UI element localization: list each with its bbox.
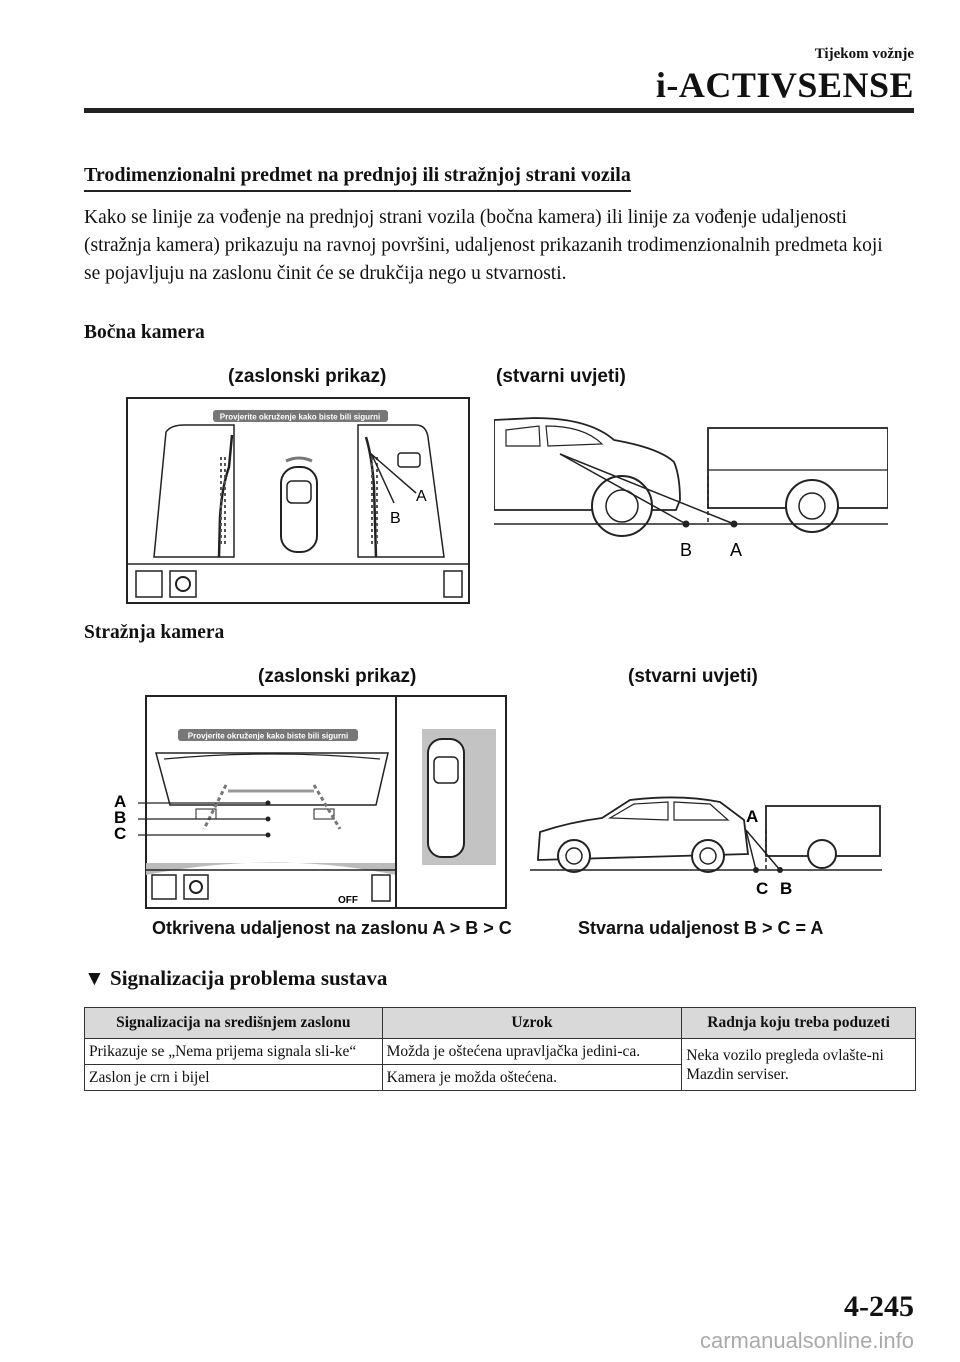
rear-real-label: (stvarni uvjeti) [628, 666, 758, 687]
triangle-down-icon: ▼ [84, 966, 105, 990]
signal-heading [84, 966, 387, 991]
table-row [85, 1039, 916, 1065]
signal-heading-text: Signalizacija problema sustava [110, 966, 388, 990]
page-number: 4-245 [844, 1290, 914, 1323]
rear-real-marker-a: A [746, 807, 759, 826]
rear-screen-label: (zaslonski prikaz) [258, 666, 417, 687]
side-camera-heading: Bočna kamera [84, 322, 205, 343]
side-camera-real-figure [494, 410, 888, 570]
rear-screen-marker-b: B [114, 808, 127, 827]
side-real-marker-b: B [680, 540, 693, 560]
table-cell: Zaslon je crn i bijel [85, 1065, 383, 1091]
side-camera-screen-figure [126, 397, 470, 604]
table-header: Radnja koju treba poduzeti [682, 1008, 916, 1039]
side-screen-marker-a: A [416, 488, 427, 505]
table-cell: Prikazuje se „Nema prijema signala sli-ke“ [85, 1039, 383, 1065]
side-real-label: (stvarni uvjeti) [496, 366, 626, 387]
rear-camera-heading: Stražnja kamera [84, 622, 225, 643]
rear-screen-marker-a: A [114, 792, 127, 811]
side-banner-text: Provjerite okruženje kako biste bili sigurni [219, 412, 381, 422]
rear-real-caption: Stvarna udaljenost B > C = A [578, 918, 824, 938]
rear-camera-screen-figure [108, 695, 508, 913]
rear-off-label: OFF [338, 895, 358, 906]
header-title: i-ACTIVSENSE [655, 65, 914, 105]
table-header-row [85, 1008, 916, 1039]
header-section: Tijekom vožnje [814, 46, 914, 62]
side-screen-marker-b: B [390, 510, 401, 527]
section-title: Trodimenzionalni predmet na prednjoj ili stražnjoj strani vozila [84, 164, 631, 192]
signal-table [84, 1007, 916, 1091]
watermark: carmanualsonline.info [699, 1328, 914, 1353]
rear-screen-marker-c: C [114, 824, 127, 843]
rear-real-marker-c: C [756, 879, 769, 898]
header-rule [84, 108, 914, 113]
table-header: Uzrok [382, 1008, 682, 1039]
side-real-marker-a: A [730, 540, 743, 560]
table-cell: Možda je oštećena upravljačka jedini-ca. [382, 1039, 682, 1065]
side-screen-label: (zaslonski prikaz) [228, 366, 387, 387]
rear-camera-real-figure [530, 790, 882, 900]
rear-real-marker-b: B [780, 879, 793, 898]
rear-banner-text: Provjerite okruženje kako biste bili sigurni [187, 731, 349, 741]
table-header: Signalizacija na središnjem zaslonu [85, 1008, 383, 1039]
intro-paragraph: Kako se linije za vođenje na prednjoj strani vozila (bočna kamera) ili linije za vođenje udaljenosti (stražnja kamera) prikazuju na ravnoj površini, udaljenost prikazanih trodimenzionalnih predmeta koji se pojavljuju na zaslonu činit će se drukčija nego u stvarnosti. [84, 207, 883, 284]
table-cell: Kamera je možda oštećena. [382, 1065, 682, 1091]
table-cell: Neka vozilo pregleda ovlašte-ni Mazdin serviser. [682, 1039, 916, 1091]
rear-screen-caption: Otkrivena udaljenost na zaslonu A > B > C [152, 918, 512, 938]
